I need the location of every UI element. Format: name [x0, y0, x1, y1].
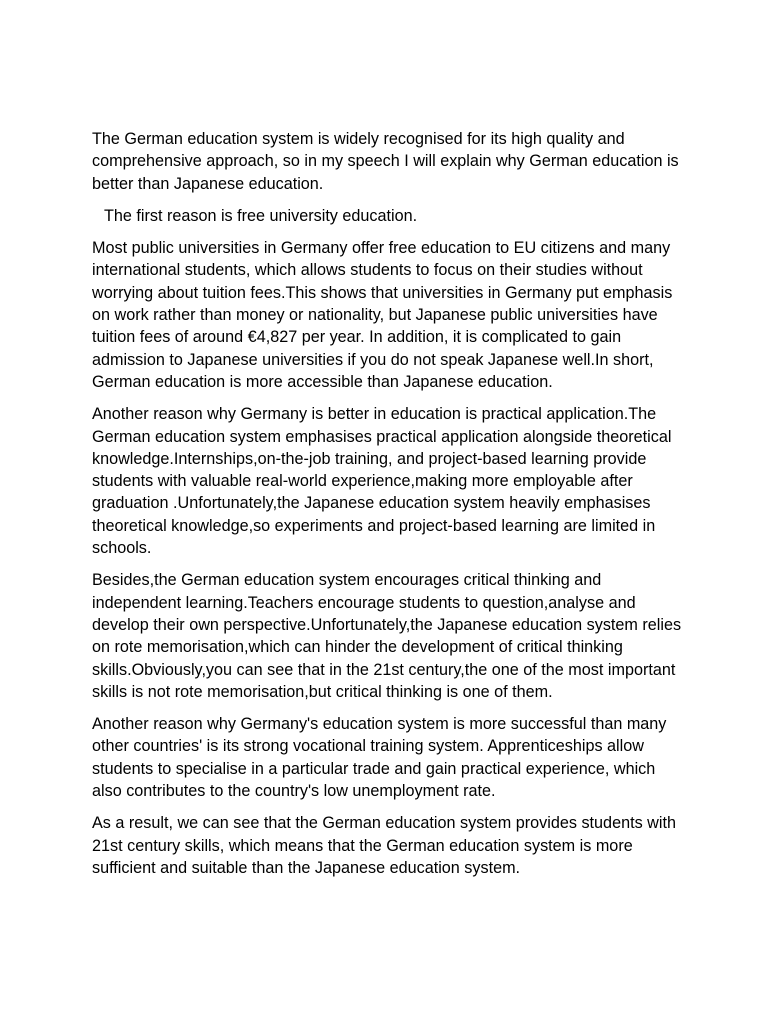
paragraph-first-reason: The first reason is free university education.	[104, 206, 418, 225]
paragraph-vocational-training: Another reason why Germany's education system is more successful than many other countries' is its strong vocational training system. Apprenticeships allow students to specialise in a particular trade and gain practical experience, which also contributes to the country's low unemployment rate.	[92, 715, 667, 801]
paragraph-conclusion: As a result, we can see that the German education system provides students with 21st century skills, which means that the German education system is more sufficient and suitable than the Japanese education system.	[92, 814, 676, 877]
paragraph-free-education: Most public universities in Germany offer free education to EU citizens and many international students, which allows students to focus on their studies without worrying about tuition fees.This shows that universities in Germany put emphasis on work rather than money or nationality, but Japanese public universities have tuition fees of around €4,827 per year. In addition, it is complicated to gain admission to Japanese universities if you do not speak Japanese well.In short, German education is more accessible than Japanese education.	[92, 239, 673, 391]
document-body	[92, 128, 684, 889]
paragraph-intro: The German education system is widely recognised for its high quality and comprehensive approach, so in my speech I will explain why German education is better than Japanese education.	[92, 130, 679, 193]
paragraph-critical-thinking: Besides,the German education system encourages critical thinking and independent learning.Teachers encourage students to question,analyse and develop their own perspective.Unfortunately,the Japanese education system relies on rote memorisation,which can hinder the development of critical thinking skills.Obviously,you can see that in the 21st century,the one of the most important skills is not rote memorisation,but critical thinking is one of them.	[92, 571, 682, 701]
paragraph-practical-application: Another reason why Germany is better in education is practical application.The German education system emphasises practical application alongside theoretical knowledge.Internships,on-the-job training, and project-based learning provide students with valuable real-world experience,making more employable after graduation .Unfortunately,the Japanese education system heavily emphasises theoretical knowledge,so experiments and project-based learning are limited in schools.	[92, 405, 672, 558]
